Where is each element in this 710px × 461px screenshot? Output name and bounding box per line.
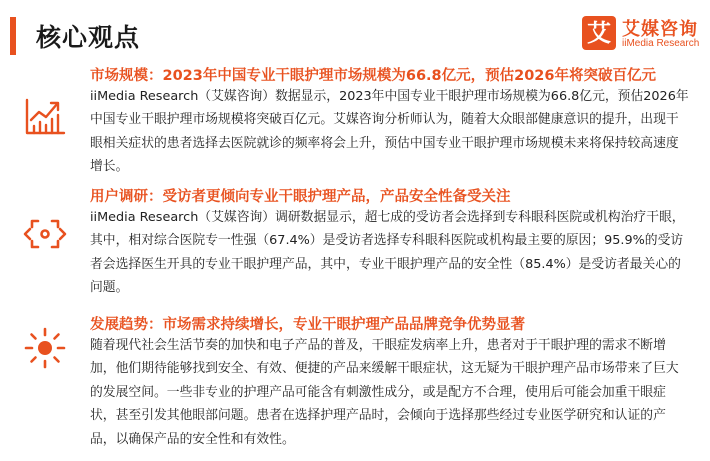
brand-logo <box>582 16 702 58</box>
focus-target-icon <box>22 211 68 257</box>
title-accent-bar <box>10 17 16 55</box>
section-body: iiMedia Research（艾媒咨询）数据显示，2023年中国专业干眼护理市场规模为66.8亿元，预估2026年中国专业干眼护理市场规模将突破百亿元。艾媒咨询分析师认为，随着大众眼部健康意识的提升，出现干眼相关症状的患者选择去医院就诊的频率将会上升，预估中国专业干眼护理市场规模未来将保持较高速度增长。 <box>90 89 689 175</box>
section-heading: 发展趋势：市场需求持续增长，专业干眼护理产品品牌竞争优势显著 <box>90 317 525 333</box>
bar-chart-growth-icon <box>22 92 68 138</box>
logo-name-en: iiMedia Research <box>622 38 700 49</box>
logo-name-cn: 艾媒咨询 <box>622 19 698 40</box>
section-body: iiMedia Research（艾媒咨询）调研数据显示，超七成的受访者会选择到专科眼科医院或机构治疗干眼，其中，相对综合医院专一性强（67.4%）是受访者选择专科眼科医院或机构最主要的原因；95.9%的受访者会选择医生开具的专业干眼护理产品，其中，专业干眼护理产品的安全性（85.4%）是受访者最关心的问题。 <box>90 210 685 296</box>
section-heading: 市场规模：2023年中国专业干眼护理市场规模为66.8亿元，预估2026年将突破百亿元 <box>90 68 656 84</box>
section-body: 随着现代社会生活节奏的加快和电子产品的普及，干眼症发病率上升，患者对于干眼护理的需求不断增加，他们期待能够找到安全、有效、便捷的产品来缓解干眼症状，这无疑为干眼护理产品市场带来了巨大的发展空间。一些非专业的护理产品可能含有刺激性成分，或是配方不合理，使用后可能会加重干眼症状，甚至引发其他眼部问题。患者在选择护理产品时，会倾向于选择那些经过专业医学研究和认证的产品，以确保产品的安全性和有效性。 <box>90 338 679 447</box>
section-heading: 用户调研：受访者更倾向专业干眼护理产品，产品安全性备受关注 <box>90 189 511 205</box>
sun-trend-icon <box>22 325 68 371</box>
page-title: 核心观点 <box>36 23 141 52</box>
logo-mark: 艾 <box>582 16 616 50</box>
